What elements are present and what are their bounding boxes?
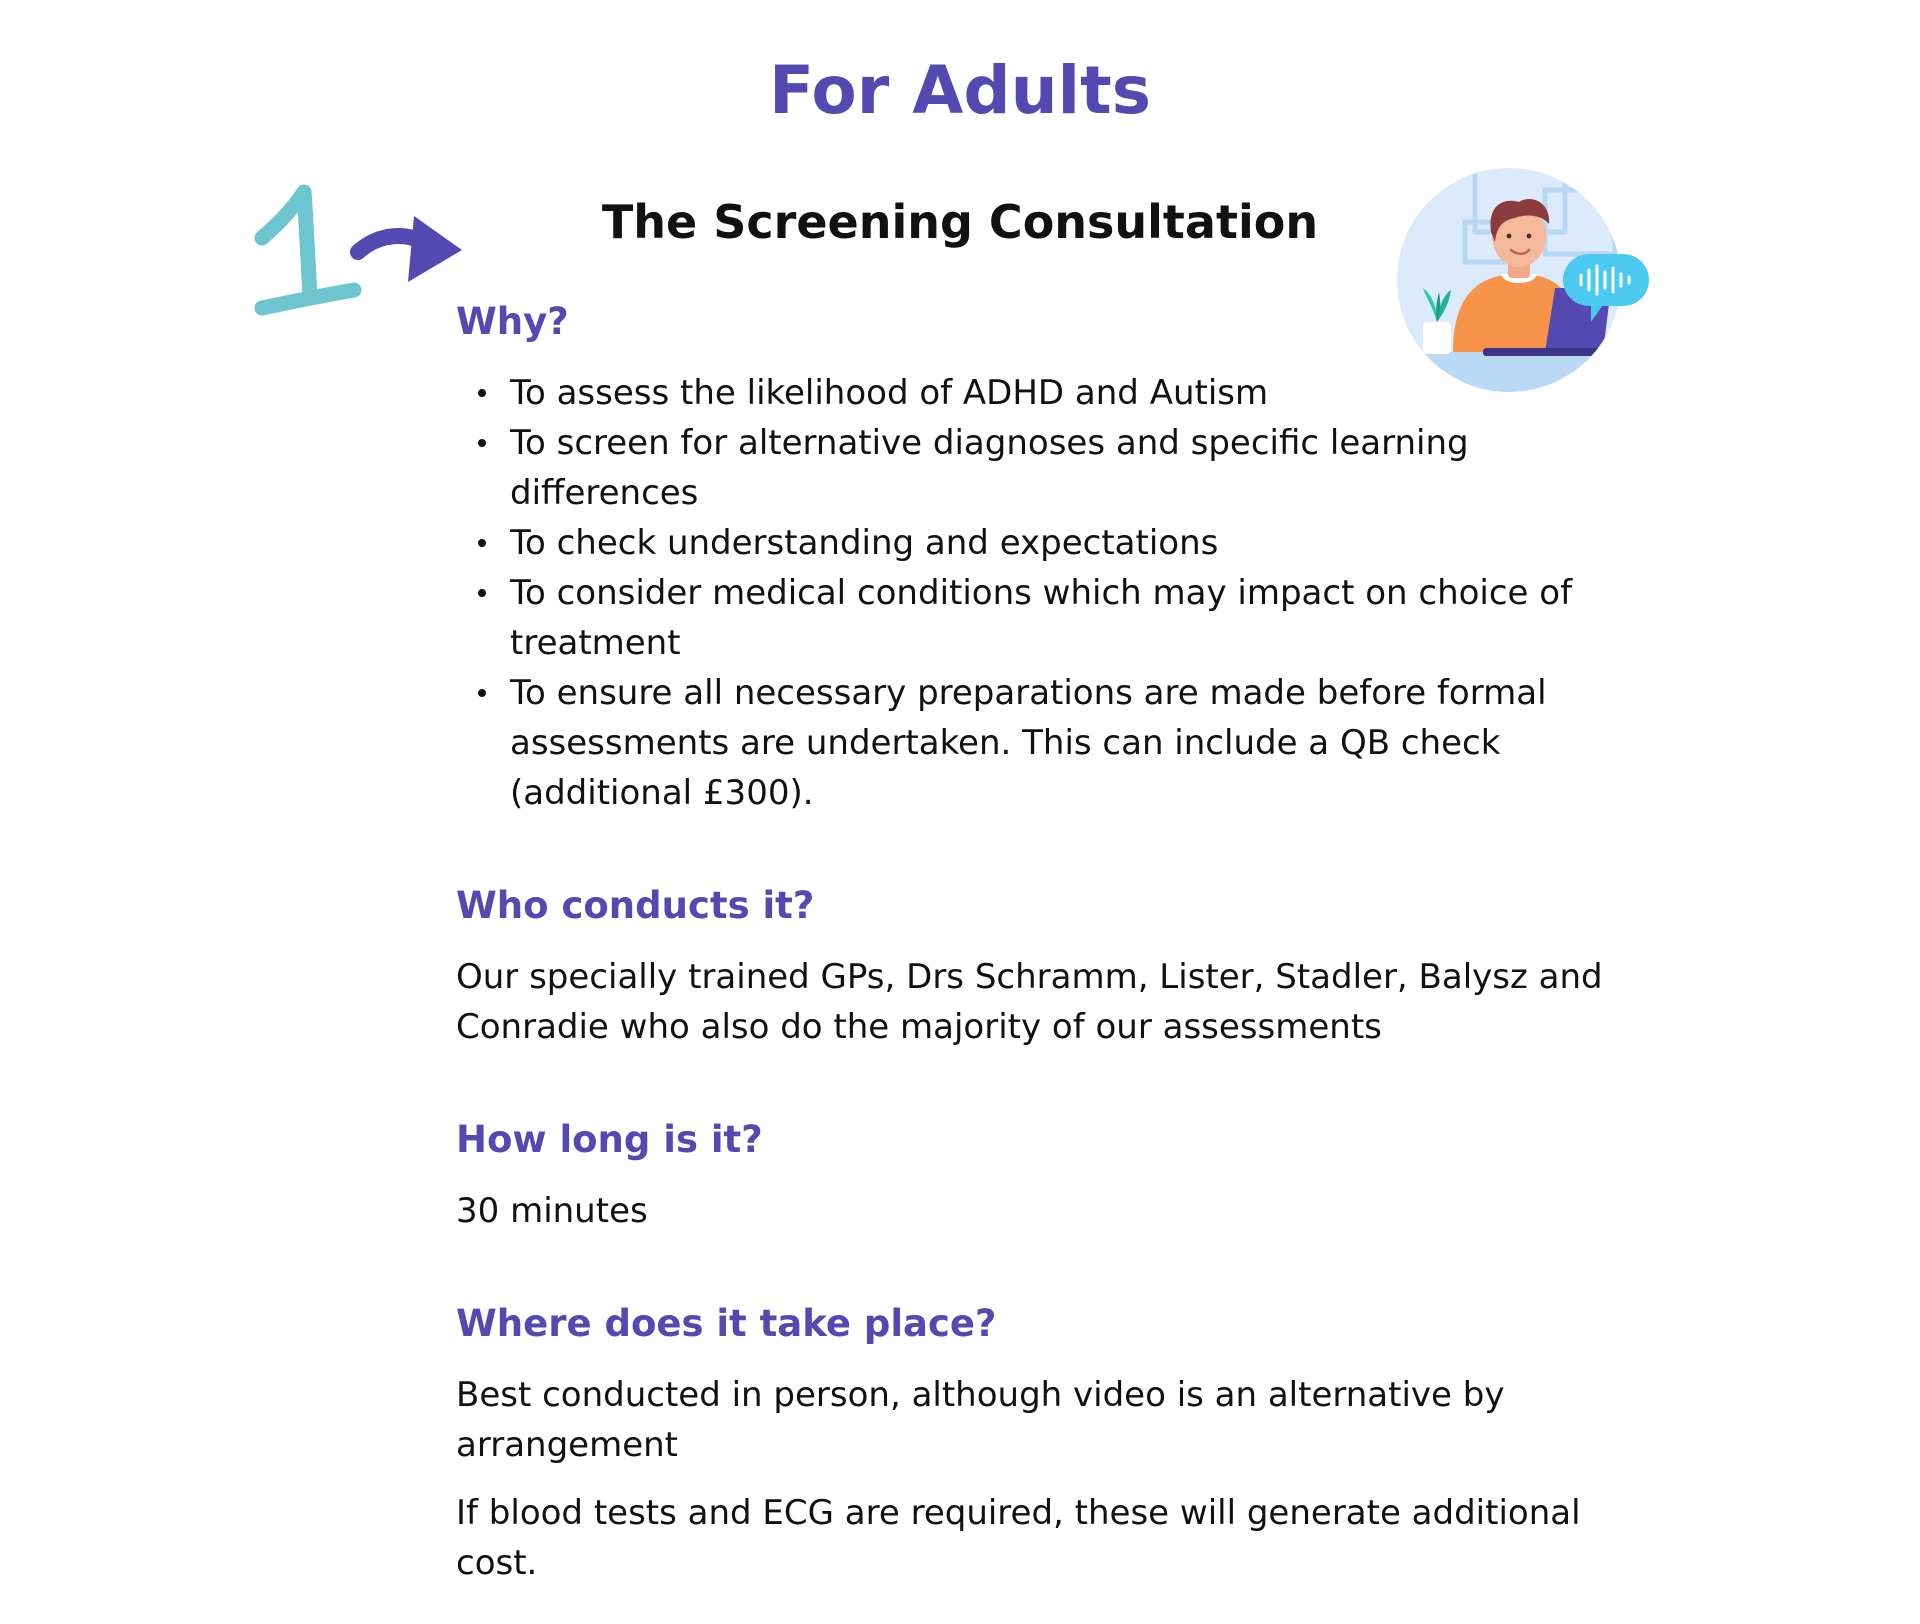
page-title: For Adults <box>768 52 1152 129</box>
list-item-text: To ensure all necessary preparations are made before formal assessments are undertaken. This can include a QB check (additional £300). <box>510 673 1547 813</box>
list-item <box>456 418 1616 518</box>
list-item-text: To screen for alternative diagnoses and specific learning differences <box>510 423 1469 513</box>
who-section <box>456 880 1616 1052</box>
how-long-text: 30 minutes <box>456 1191 648 1231</box>
list-item <box>456 568 1616 668</box>
where-heading: Where does it take place? <box>456 1302 997 1345</box>
list-item-text: To check understanding and expectations <box>510 523 1219 563</box>
how-long-section <box>456 1114 1616 1236</box>
list-item-text: To consider medical conditions which may impact on choice of treatment <box>510 573 1573 663</box>
consultation-details <box>456 296 1616 1588</box>
where-text: Best conducted in person, although video is an alternative by arrangement <box>456 1375 1505 1465</box>
why-section <box>456 296 1616 818</box>
cost-note: If blood tests and ECG are required, these will generate additional cost. <box>456 1493 1581 1583</box>
list-item <box>456 368 1616 418</box>
how-long-heading: How long is it? <box>456 1118 763 1161</box>
where-section <box>456 1298 1616 1588</box>
list-item <box>456 518 1616 568</box>
bullet-dot-icon <box>478 689 486 697</box>
bullet-dot-icon <box>478 539 486 547</box>
why-heading: Why? <box>456 300 569 343</box>
bullet-dot-icon <box>478 389 486 397</box>
list-item-text: To assess the likelihood of ADHD and Autism <box>510 373 1269 413</box>
list-item <box>456 668 1616 818</box>
who-heading: Who conducts it? <box>456 884 815 927</box>
who-text: Our specially trained GPs, Drs Schramm, Lister, Stadler, Balysz and Conradie who also do the majority of our assessments <box>456 957 1603 1047</box>
section-title: The Screening Consultation <box>601 195 1319 249</box>
why-bullet-list <box>456 368 1616 818</box>
bullet-dot-icon <box>478 589 486 597</box>
bullet-dot-icon <box>478 439 486 447</box>
